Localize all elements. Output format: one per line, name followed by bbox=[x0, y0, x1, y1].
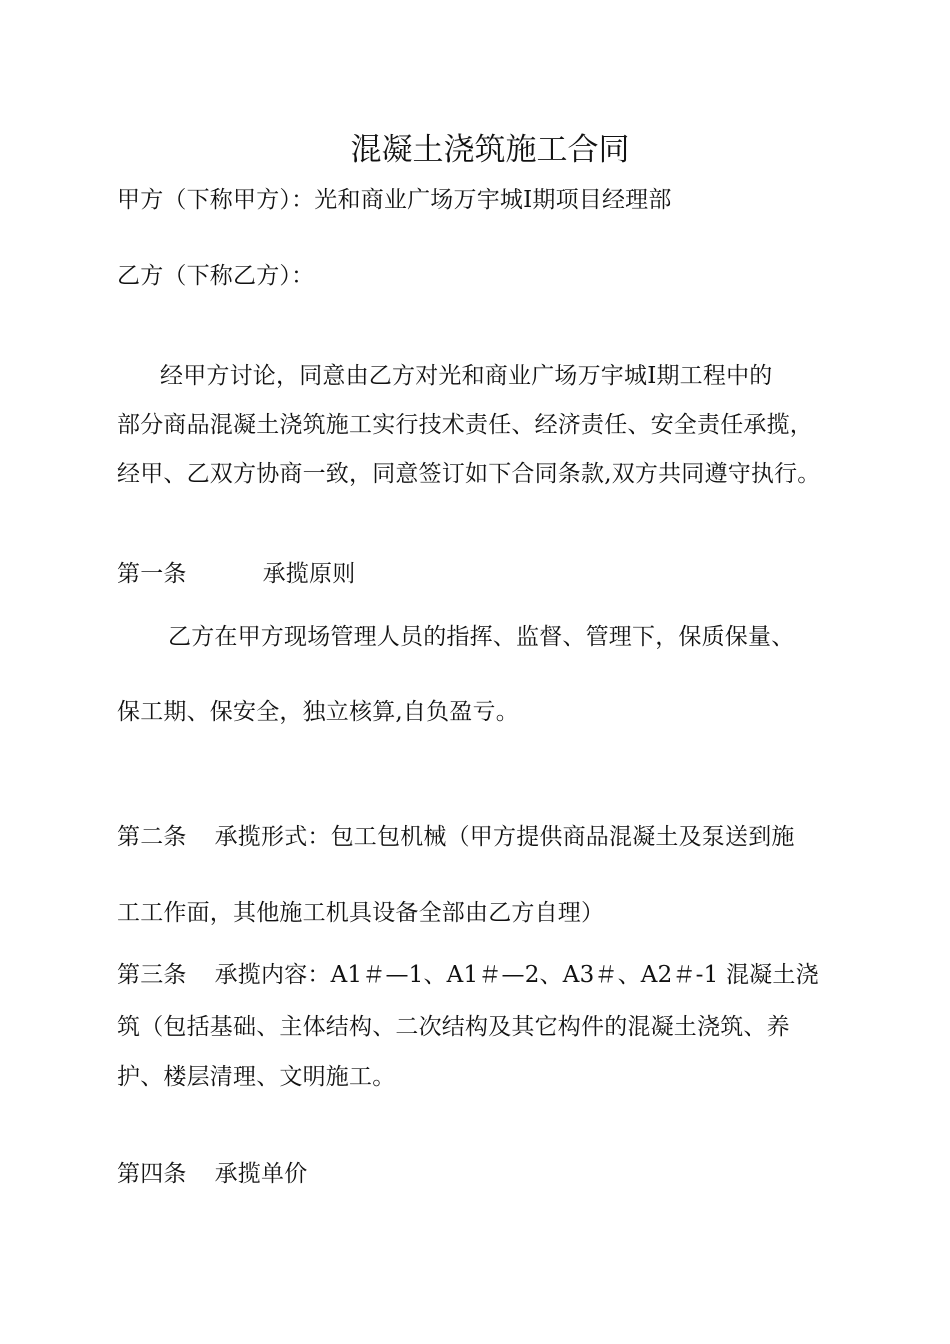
clause-2-heading bbox=[117, 822, 795, 852]
party-a-line: 甲方（下称甲方）：光和商业广场万宇城Ⅰ期项目经理部 bbox=[117, 187, 672, 213]
clause-2-title: 承揽形式：包工包机械（甲方提供商品混凝土及泵送到施 bbox=[214, 824, 795, 850]
clause-1-body-line-2: 保工期、保安全，独立核算,自负盈亏。 bbox=[117, 699, 519, 725]
clause-1-label: 第一条 bbox=[117, 561, 187, 587]
clause-4-label: 第四条 bbox=[117, 1161, 187, 1187]
clause-3-title: 承揽内容：A1＃—1、A1＃—2、A3＃、A2＃-1 混凝土浇 bbox=[214, 962, 819, 988]
clause-2-label: 第二条 bbox=[117, 824, 187, 850]
clause-2-continuation: 工工作面，其他施工机具设备全部由乙方自理） bbox=[117, 900, 605, 926]
clause-3-continuation-2: 护、楼层清理、文明施工。 bbox=[117, 1064, 396, 1090]
clause-1-body-line-1: 乙方在甲方现场管理人员的指挥、监督、管理下，保质保量、 bbox=[168, 624, 795, 650]
document-title: 混凝土浇筑施工合同 bbox=[350, 132, 630, 168]
intro-line-3: 经甲、乙双方协商一致，同意签订如下合同条款,双方共同遵守执行。 bbox=[117, 461, 821, 487]
party-b-line: 乙方（下称乙方）： bbox=[117, 263, 315, 289]
clause-1-title: 承揽原则 bbox=[262, 561, 356, 587]
clause-3-heading bbox=[117, 960, 819, 990]
clause-3-continuation-1: 筑（包括基础、主体结构、二次结构及其它构件的混凝土浇筑、养 bbox=[117, 1014, 790, 1040]
clause-1-heading bbox=[117, 559, 355, 589]
intro-line-2: 部分商品混凝土浇筑施工实行技术责任、经济责任、安全责任承揽， bbox=[117, 412, 813, 438]
clause-3-label: 第三条 bbox=[117, 962, 187, 988]
clause-4-heading bbox=[117, 1159, 307, 1189]
intro-line-1: 经甲方讨论，同意由乙方对光和商业广场万宇城Ⅰ期工程中的 bbox=[160, 363, 773, 389]
clause-4-title: 承揽单价 bbox=[214, 1161, 308, 1187]
